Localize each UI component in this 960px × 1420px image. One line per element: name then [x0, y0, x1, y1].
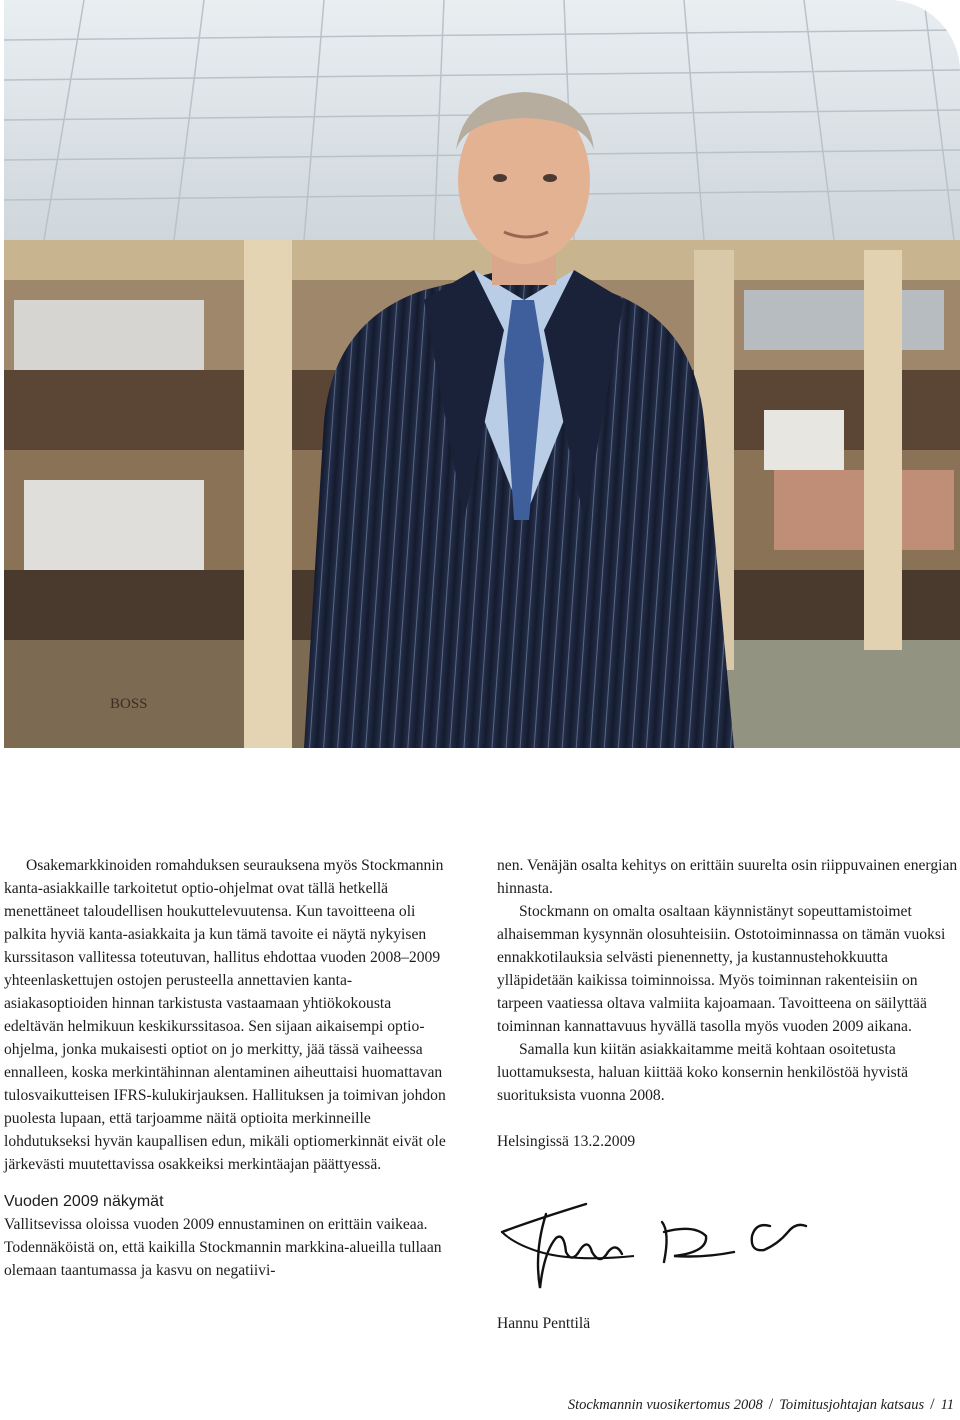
section-heading: Vuoden 2009 näkymät [4, 1193, 164, 1210]
body-paragraph: Samalla kun kiitän asiakkaitamme meitä kohtaan osoitetusta luottamuksesta, haluan kiittää koko konsernin henkilöstöä hyvistä suorituksista vuonna 2008. [497, 1041, 908, 1104]
handwritten-signature [494, 1192, 814, 1302]
body-paragraph: Stockmann on omalta osaltaan käynnistänyt sopeuttamistoimet alhaisemman kysynnän olosuhteisiin. Ostotoiminnassa on tämän vuoksi ennakkotilauksia selvästi pienennetty, ja kustannustehokkuutta ylläpidetään kaikissa toiminnoissa. Myös toiminnan rakenteisiin on tarpeen vaatiessa oltava valmiita kajoamaan. Tavoitteena on säilyttää toiminnan kannattavuus hyvällä tasolla myös vuoden 2009 aikana. [497, 903, 946, 1035]
department-store-atrium-scene [4, 0, 960, 748]
left-text-column [4, 854, 452, 1282]
footer-publication: Stockmannin vuosikertomus 2008 [567, 1397, 763, 1413]
footer-separator: / [930, 1396, 935, 1413]
page-number: 11 [940, 1397, 954, 1413]
date-line: Helsingissä 13.2.2009 [497, 1133, 636, 1150]
store-sign: BOSS [110, 696, 148, 712]
body-paragraph: Vallitsevissa oloissa vuoden 2009 ennustaminen on erittäin vaikeaa. Todennäköistä on, että kaikilla Stockmannin markkina-alueilla tullaan olemaan taantumassa ja kasvu on negatiivi- [4, 1216, 442, 1279]
body-paragraph-continuation: nen. Venäjän osalta kehitys on erittäin suurelta osin riippuvainen energian hinnasta. [497, 857, 958, 897]
signer-name: Hannu Penttilä [497, 1315, 591, 1332]
body-paragraph: Osakemarkkinoiden romahduksen seurauksena myös Stockmannin kanta-asiakkaille tarkoitetut optio-ohjelmat ovat tällä hetkellä menettäneet taloudellisen houkuttelevuutensa. Kun tavoitteena oli palkita hyviä kanta-asiakkaita ja kun tämä tavoite ei näytä nykyisen kurssitason vallitessa toteutuvan, hallitus ehdottaa vuoden 2008–2009 yhteenlaskettujen ostojen perusteella annettavien kanta-asiakasoptioiden hinnan tarkistusta vastaamaan yhtiökokousta edeltävän helmikuun keskikurssitasoa. Sen sijaan aikaisempi optio-ohjelma, jonka mukaisesti optiot on jo merkitty, jää tässä vaiheessa ennalleen, koska merkintähinnan alentaminen aiheuttaisi huomattavan tulosvaikutteisen IFRS-kulukirjauksen. Hallituksen ja toimivan johdon puolesta lupaan, että tarjoamme näitä optioita merkinneille lohdutukseksi hyvän kaupallisen edun, mikäli optiomerkinnät eivät ole järkevästi muutettavissa osakkeiksi merkintäajan päättyessä. [4, 857, 446, 1173]
page-footer [568, 1396, 954, 1414]
footer-section: Toimitusjohtajan katsaus [779, 1397, 925, 1413]
right-text-column [497, 854, 959, 1153]
ceo-portrait-photo [4, 0, 960, 748]
atrium-column [244, 240, 292, 748]
footer-separator: / [768, 1396, 774, 1413]
